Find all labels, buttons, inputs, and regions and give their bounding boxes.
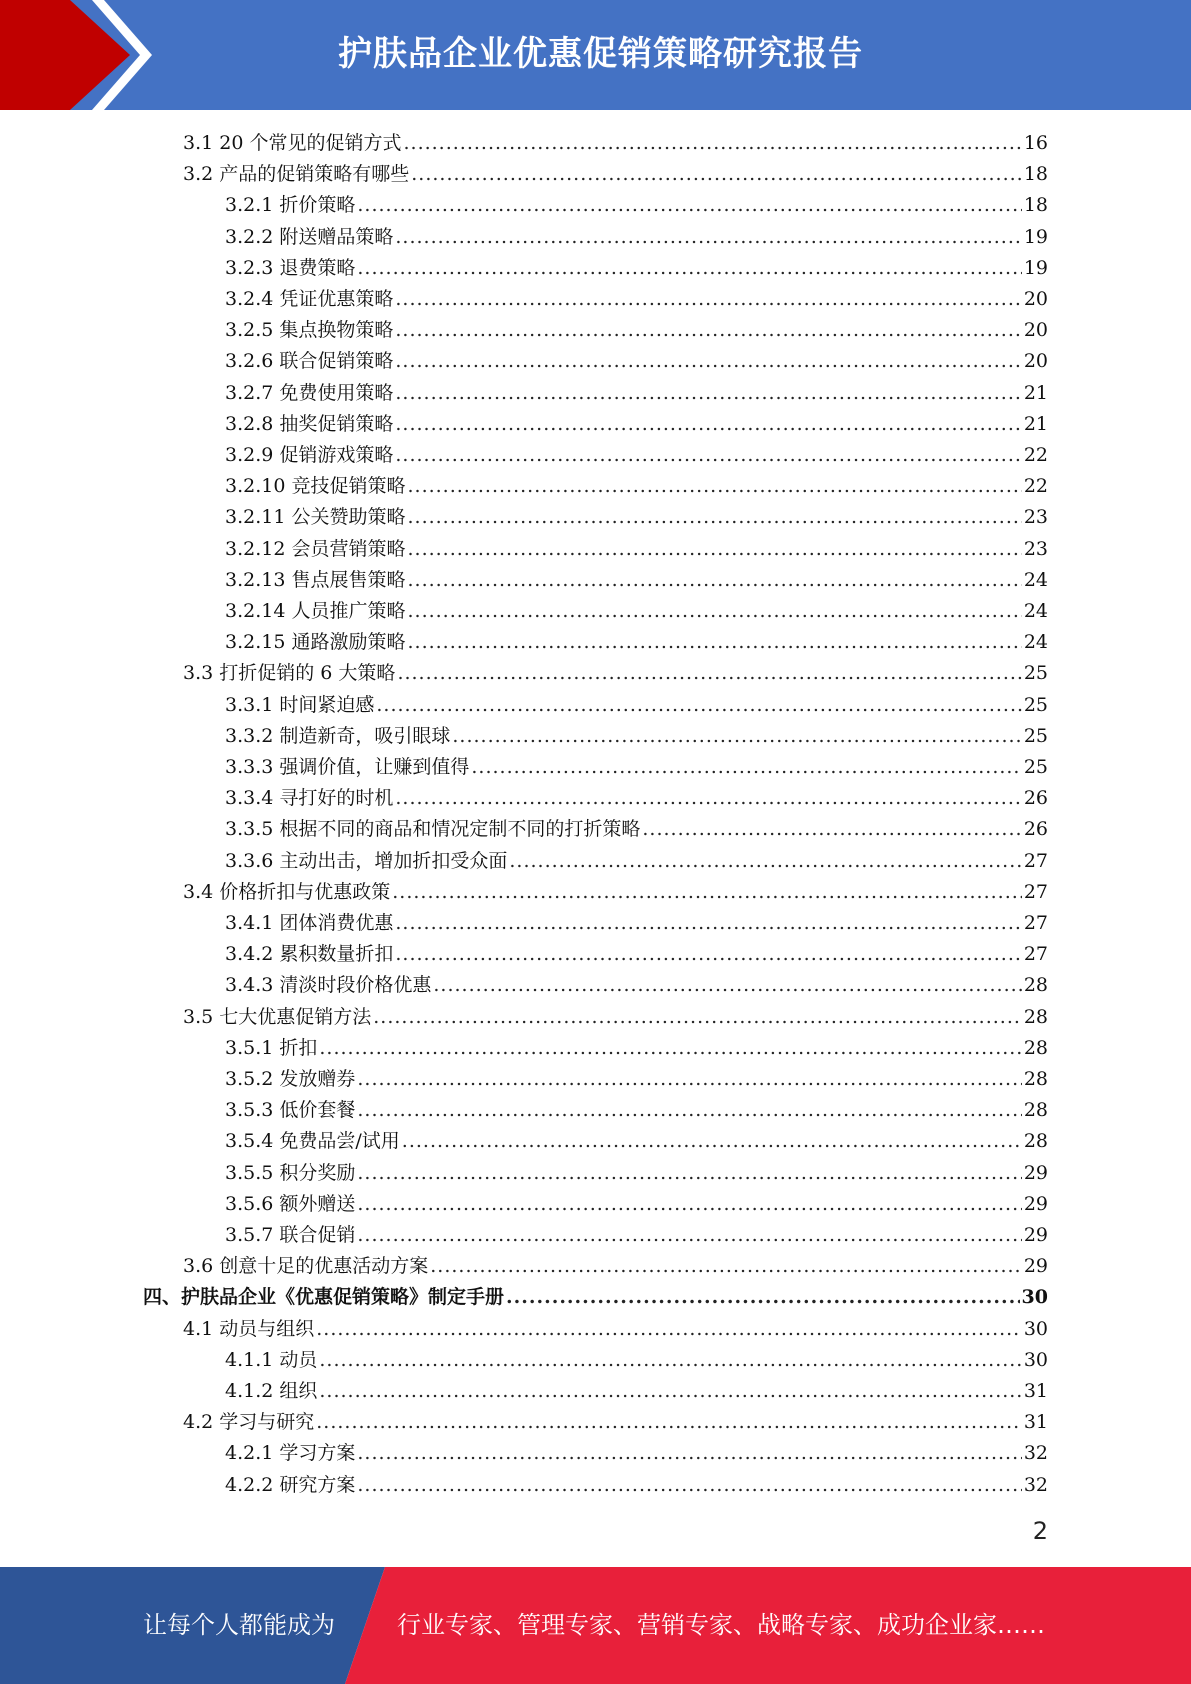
toc-entry[interactable] xyxy=(225,1376,1048,1407)
toc-entry[interactable] xyxy=(225,440,1048,471)
toc-entry-page: 25 xyxy=(1023,694,1048,716)
toc-dot-leader xyxy=(357,190,1021,221)
toc-dot-leader xyxy=(395,409,1021,440)
toc-entry[interactable] xyxy=(143,1282,1048,1313)
toc-entry-title: 4.2.2 研究方案 xyxy=(225,1474,356,1496)
toc-entry-page: 32 xyxy=(1023,1474,1048,1496)
toc-entry-page: 24 xyxy=(1023,600,1048,622)
toc-dot-leader xyxy=(395,378,1021,409)
toc-dot-leader xyxy=(407,565,1021,596)
toc-dot-leader xyxy=(357,1438,1021,1469)
toc-dot-leader xyxy=(395,440,1021,471)
toc-entry[interactable] xyxy=(225,565,1048,596)
toc-entry-page: 28 xyxy=(1023,1068,1048,1090)
toc-entry-page: 20 xyxy=(1023,350,1048,372)
toc-entry[interactable] xyxy=(183,1407,1048,1438)
toc-dot-leader xyxy=(357,253,1021,284)
toc-entry-page: 23 xyxy=(1023,538,1048,560)
toc-entry-title: 3.5.6 额外赠送 xyxy=(225,1193,356,1215)
toc-entry[interactable] xyxy=(225,1345,1048,1376)
toc-dot-leader xyxy=(395,222,1021,253)
page-footer xyxy=(0,1567,1191,1684)
toc-entry-page: 22 xyxy=(1023,444,1048,466)
toc-entry[interactable] xyxy=(183,1002,1048,1033)
toc-dot-leader xyxy=(395,346,1021,377)
toc-entry-page: 29 xyxy=(1023,1224,1048,1246)
toc-entry-page: 27 xyxy=(1023,912,1048,934)
toc-dot-leader xyxy=(395,908,1021,939)
toc-entry-page: 21 xyxy=(1023,382,1048,404)
toc-entry-title: 3.2 产品的促销策略有哪些 xyxy=(183,163,410,185)
toc-entry-title: 3.2.8 抽奖促销策略 xyxy=(225,413,394,435)
toc-entry-title: 3.4.3 清淡时段价格优惠 xyxy=(225,974,432,996)
toc-entry[interactable] xyxy=(225,284,1048,315)
toc-entry[interactable] xyxy=(225,1033,1048,1064)
toc-dot-leader xyxy=(411,159,1022,190)
toc-entry-title: 3.2.3 退费策略 xyxy=(225,257,356,279)
toc-dot-leader xyxy=(506,1282,1020,1313)
toc-dot-leader xyxy=(319,1345,1021,1376)
toc-dot-leader xyxy=(392,877,1022,908)
toc-entry[interactable] xyxy=(225,1438,1048,1469)
toc-entry-title: 3.5.7 联合促销 xyxy=(225,1224,356,1246)
toc-entry[interactable] xyxy=(225,1158,1048,1189)
toc-entry-title: 3.3.3 强调价值，让赚到值得 xyxy=(225,756,470,778)
toc-entry-page: 24 xyxy=(1023,631,1048,653)
toc-entry-title: 3.3.1 时间紧迫感 xyxy=(225,694,375,716)
toc-entry-page: 27 xyxy=(1023,943,1048,965)
toc-entry-title: 4.2 学习与研究 xyxy=(183,1411,315,1433)
toc-entry[interactable] xyxy=(225,596,1048,627)
toc-entry[interactable] xyxy=(225,1126,1048,1157)
toc-entry-page: 19 xyxy=(1023,226,1048,248)
toc-entry[interactable] xyxy=(225,752,1048,783)
toc-dot-leader xyxy=(407,502,1021,533)
toc-entry-title: 3.3.4 寻打好的时机 xyxy=(225,787,394,809)
toc-entry[interactable] xyxy=(183,1314,1048,1345)
toc-dot-leader xyxy=(376,690,1021,721)
toc-entry-title: 3.3.5 根据不同的商品和情况定制不同的打折策略 xyxy=(225,818,641,840)
toc-entry-title: 3.5.1 折扣 xyxy=(225,1037,318,1059)
toc-entry-page: 28 xyxy=(1023,1130,1048,1152)
page-number: 2 xyxy=(1032,1517,1048,1545)
toc-entry-title: 4.1.1 动员 xyxy=(225,1349,318,1371)
toc-dot-leader xyxy=(403,128,1021,159)
toc-dot-leader xyxy=(407,471,1021,502)
toc-entry[interactable] xyxy=(225,346,1048,377)
toc-entry-title: 3.2.11 公关赞助策略 xyxy=(225,506,406,528)
toc-dot-leader xyxy=(433,970,1021,1001)
toc-entry[interactable] xyxy=(225,1095,1048,1126)
toc-entry-title: 3.2.12 会员营销策略 xyxy=(225,538,406,560)
toc-entry-page: 18 xyxy=(1023,194,1048,216)
toc-entry-page: 28 xyxy=(1023,974,1048,996)
toc-entry-page: 25 xyxy=(1023,725,1048,747)
toc-entry-title: 3.2.10 竞技促销策略 xyxy=(225,475,406,497)
toc-entry-page: 29 xyxy=(1023,1255,1048,1277)
toc-entry-page: 25 xyxy=(1023,662,1048,684)
toc-entry-page: 30 xyxy=(1023,1349,1048,1371)
toc-entry-title: 3.2.2 附送赠品策略 xyxy=(225,226,394,248)
toc-entry[interactable] xyxy=(225,846,1048,877)
toc-entry-title: 3.6 创意十足的优惠活动方案 xyxy=(183,1255,429,1277)
toc-dot-leader xyxy=(357,1064,1021,1095)
toc-dot-leader xyxy=(319,1376,1021,1407)
page-header xyxy=(0,0,1191,110)
toc-dot-leader xyxy=(357,1158,1021,1189)
toc-entry-title: 3.2.9 促销游戏策略 xyxy=(225,444,394,466)
toc-entry[interactable] xyxy=(183,877,1048,908)
toc-entry-title: 3.2.4 凭证优惠策略 xyxy=(225,288,394,310)
toc-entry[interactable] xyxy=(225,814,1048,845)
footer-slogan-right: 行业专家、管理专家、营销专家、战略专家、成功企业家…… xyxy=(397,1611,1045,1639)
toc-entry-title: 四、护肤品企业《优惠促销策略》制定手册 xyxy=(143,1286,505,1308)
toc-entry-title: 3.1 20 个常见的促销方式 xyxy=(183,132,402,154)
toc-entry-page: 20 xyxy=(1023,319,1048,341)
toc-entry[interactable] xyxy=(225,253,1048,284)
toc-entry-page: 19 xyxy=(1023,257,1048,279)
toc-entry-title: 3.2.1 折价策略 xyxy=(225,194,356,216)
toc-entry-title: 3.5.4 免费品尝/试用 xyxy=(225,1130,400,1152)
toc-entry-page: 16 xyxy=(1023,132,1048,154)
toc-dot-leader xyxy=(395,315,1021,346)
toc-entry[interactable] xyxy=(225,1220,1048,1251)
toc-entry-page: 23 xyxy=(1023,506,1048,528)
toc-entry-page: 28 xyxy=(1023,1006,1048,1028)
toc-entry[interactable] xyxy=(225,783,1048,814)
toc-entry-page: 30 xyxy=(1021,1286,1048,1308)
toc-entry[interactable] xyxy=(225,502,1048,533)
toc-entry[interactable] xyxy=(225,908,1048,939)
toc-entry[interactable] xyxy=(225,690,1048,721)
toc-dot-leader xyxy=(316,1407,1022,1438)
toc-dot-leader xyxy=(407,596,1021,627)
toc-entry-title: 4.1.2 组织 xyxy=(225,1380,318,1402)
toc-entry-page: 21 xyxy=(1023,413,1048,435)
toc-entry-title: 3.3.2 制造新奇，吸引眼球 xyxy=(225,725,451,747)
toc-entry-page: 31 xyxy=(1023,1411,1048,1433)
toc-entry[interactable] xyxy=(225,534,1048,565)
toc-entry-page: 28 xyxy=(1023,1099,1048,1121)
toc-entry[interactable] xyxy=(225,222,1048,253)
toc-dot-leader xyxy=(509,846,1021,877)
toc-entry[interactable] xyxy=(225,939,1048,970)
toc-dot-leader xyxy=(402,1126,1022,1157)
toc-entry[interactable] xyxy=(225,1189,1048,1220)
toc-entry[interactable] xyxy=(225,315,1048,346)
toc-entry-page: 29 xyxy=(1023,1162,1048,1184)
toc-entry[interactable] xyxy=(225,471,1048,502)
toc-entry-page: 24 xyxy=(1023,569,1048,591)
toc-dot-leader xyxy=(316,1314,1022,1345)
toc-dot-leader xyxy=(357,1095,1021,1126)
toc-entry[interactable] xyxy=(225,721,1048,752)
toc-dot-leader xyxy=(407,627,1021,658)
toc-entry-page: 28 xyxy=(1023,1037,1048,1059)
toc-entry-title: 3.3.6 主动出击，增加折扣受众面 xyxy=(225,850,508,872)
toc-dot-leader xyxy=(373,1002,1022,1033)
toc-entry-title: 3.5.2 发放赠券 xyxy=(225,1068,356,1090)
toc-dot-leader xyxy=(319,1033,1021,1064)
toc-entry[interactable] xyxy=(225,627,1048,658)
toc-entry[interactable] xyxy=(225,409,1048,440)
toc-entry[interactable] xyxy=(183,128,1048,159)
toc-entry[interactable] xyxy=(225,1064,1048,1095)
toc-entry-page: 18 xyxy=(1023,163,1048,185)
toc-entry-title: 3.4 价格折扣与优惠政策 xyxy=(183,881,391,903)
toc-entry-page: 27 xyxy=(1023,850,1048,872)
toc-entry-page: 29 xyxy=(1023,1193,1048,1215)
toc-entry-page: 20 xyxy=(1023,288,1048,310)
toc-dot-leader xyxy=(357,1220,1021,1251)
toc-entry-title: 4.2.1 学习方案 xyxy=(225,1442,356,1464)
toc-entry-page: 22 xyxy=(1023,475,1048,497)
document-title: 护肤品企业优惠促销策略研究报告 xyxy=(338,34,863,74)
toc-entry-page: 31 xyxy=(1023,1380,1048,1402)
toc-entry-title: 3.4.1 团体消费优惠 xyxy=(225,912,394,934)
toc-dot-leader xyxy=(471,752,1021,783)
toc-entry-page: 32 xyxy=(1023,1442,1048,1464)
toc-dot-leader xyxy=(452,721,1021,752)
toc-entry[interactable] xyxy=(225,970,1048,1001)
toc-entry[interactable] xyxy=(183,1251,1048,1282)
toc-entry-title: 3.2.5 集点换物策略 xyxy=(225,319,394,341)
toc-entry-page: 26 xyxy=(1023,818,1048,840)
toc-entry[interactable] xyxy=(183,159,1048,190)
toc-dot-leader xyxy=(430,1251,1022,1282)
toc-entry[interactable] xyxy=(225,190,1048,221)
footer-slogan-left: 让每个人都能成为 xyxy=(143,1611,335,1639)
toc-entry-title: 3.5.3 低价套餐 xyxy=(225,1099,356,1121)
toc-entry-title: 3.2.7 免费使用策略 xyxy=(225,382,394,404)
toc-entry[interactable] xyxy=(225,378,1048,409)
toc-dot-leader xyxy=(395,783,1021,814)
toc-entry-title: 3.5 七大优惠促销方法 xyxy=(183,1006,372,1028)
toc-entry-title: 3.2.6 联合促销策略 xyxy=(225,350,394,372)
toc-entry-page: 30 xyxy=(1023,1318,1048,1340)
toc-entry-page: 27 xyxy=(1023,881,1048,903)
toc-dot-leader xyxy=(357,1189,1021,1220)
toc-dot-leader xyxy=(395,939,1021,970)
toc-entry-page: 25 xyxy=(1023,756,1048,778)
toc-entry-title: 3.4.2 累积数量折扣 xyxy=(225,943,394,965)
toc-dot-leader xyxy=(395,284,1021,315)
toc-entry-title: 3.2.15 通路激励策略 xyxy=(225,631,406,653)
toc-dot-leader xyxy=(407,534,1021,565)
toc-entry-title: 3.5.5 积分奖励 xyxy=(225,1162,356,1184)
toc-entry-title: 3.3 打折促销的 6 大策略 xyxy=(183,662,396,684)
toc-entry-page: 26 xyxy=(1023,787,1048,809)
toc-dot-leader xyxy=(642,814,1021,845)
toc-dot-leader xyxy=(397,658,1021,689)
toc-entry[interactable] xyxy=(183,658,1048,689)
toc-dot-leader xyxy=(357,1470,1021,1501)
toc-entry-title: 4.1 动员与组织 xyxy=(183,1318,315,1340)
toc-entry-title: 3.2.13 售点展售策略 xyxy=(225,569,406,591)
toc-entry-title: 3.2.14 人员推广策略 xyxy=(225,600,406,622)
toc-entry[interactable] xyxy=(225,1470,1048,1501)
